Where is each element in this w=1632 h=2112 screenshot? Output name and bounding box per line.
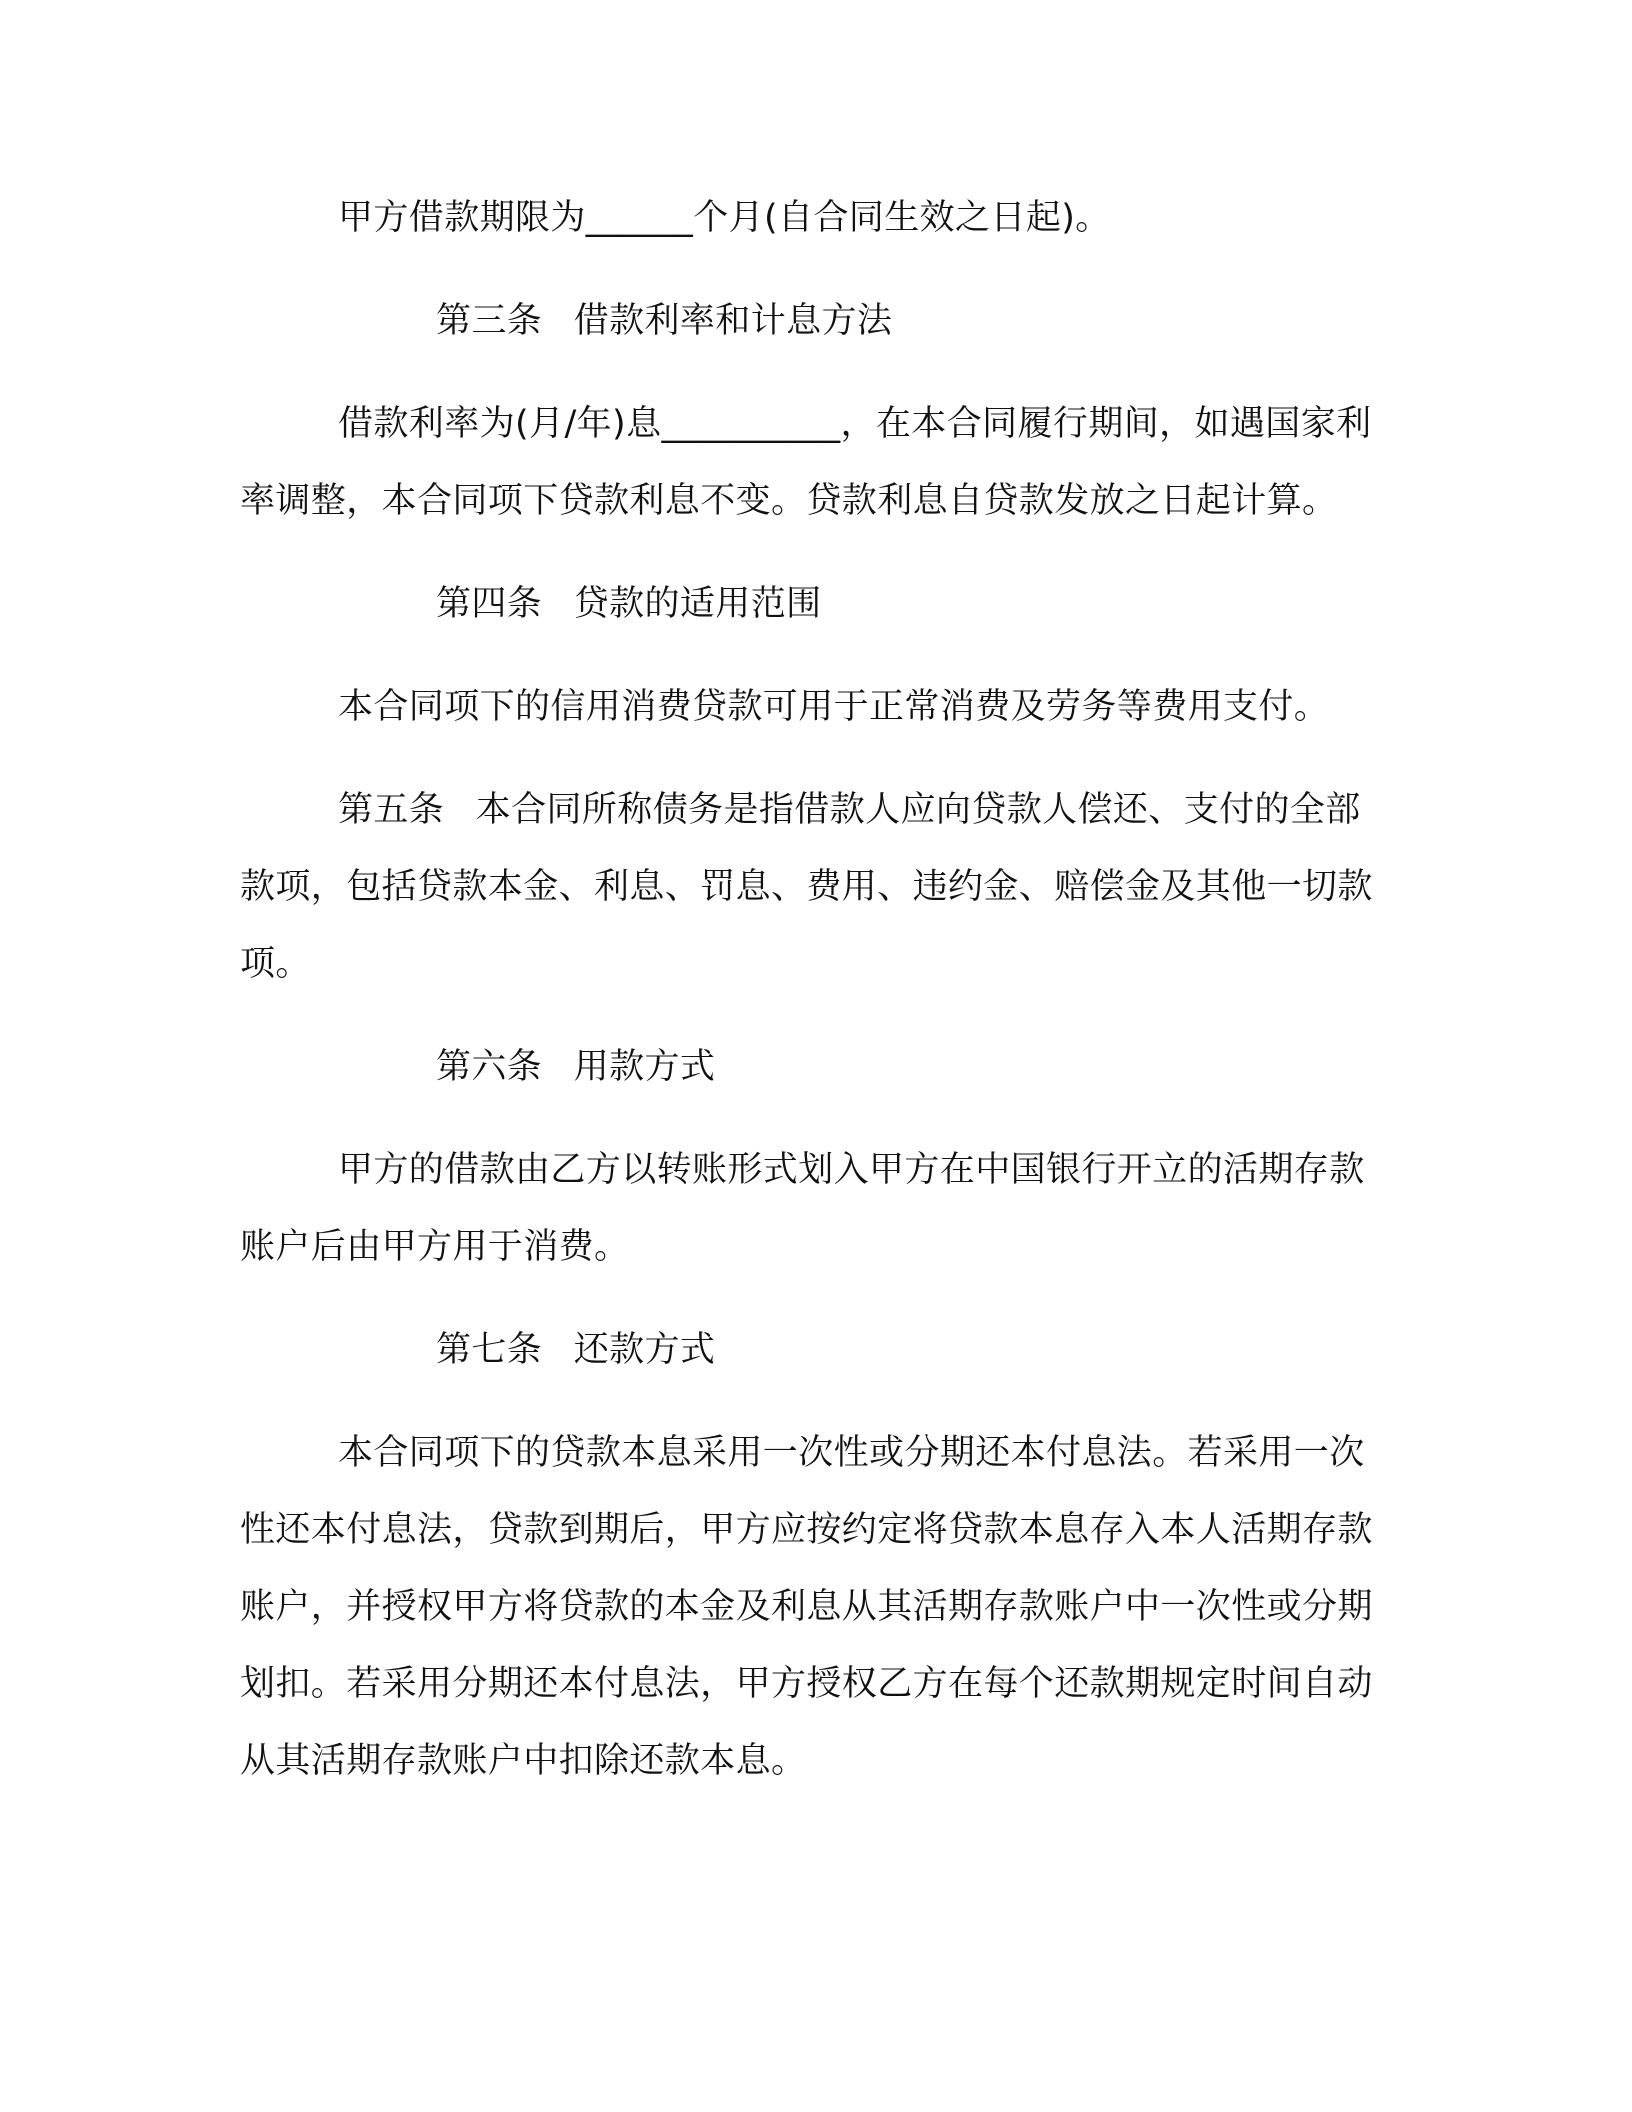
repayment-paragraph: 本合同项下的贷款本息采用一次性或分期还本付息法。若采用一次性还本付息法，贷款到期后，甲方应按约定将贷款本息存入本人活期存款账户，并授权甲方将贷款的本金及利息从其活期存款账户中一次性或分期划扣。若采用分期还本付息法，甲方授权乙方在每个还款期规定时间自动从其活期存款账户中扣除还款本息。 (240, 1433, 1373, 1781)
article-6-title: 用款方式 (573, 1047, 716, 1087)
article-5-text: 本合同所称债务是指借款人应向贷款人偿还、支付的全部款项，包括贷款本金、利息、罚息、费用、违约金、赔偿金及其他一切款项。 (240, 790, 1373, 984)
article-7-heading (240, 1312, 1390, 1389)
article-7-number: 第七条 (436, 1330, 543, 1370)
article-3-number: 第三条 (436, 301, 543, 341)
loan-usage-paragraph: 本合同项下的信用消费贷款可用于正常消费及劳务等费用支付。 (338, 687, 1330, 727)
article-3-title: 借款利率和计息方法 (573, 301, 893, 341)
article-7-title: 还款方式 (573, 1330, 716, 1370)
interest-rate-paragraph: 借款利率为(月/年)息__________，在本合同履行期间，如遇国家利率调整，本合同项下贷款利息不变。贷款利息自贷款发放之日起计算。 (240, 404, 1372, 521)
disbursement-paragraph: 甲方的借款由乙方以转账形式划入甲方在中国银行开立的活期存款账户后由甲方用于消费。 (240, 1150, 1365, 1267)
loan-term-paragraph: 甲方借款期限为______个月(自合同生效之日起)。 (338, 198, 1111, 238)
article-6-heading (240, 1029, 1390, 1106)
article-4-number: 第四条 (436, 584, 543, 624)
article-4-heading (240, 566, 1390, 643)
document-page (240, 0, 1390, 2112)
article-4-title: 贷款的适用范围 (573, 584, 822, 624)
article-6-number: 第六条 (436, 1047, 543, 1087)
article-5-number: 第五条 (338, 790, 445, 830)
article-3-heading (240, 283, 1390, 360)
article-5-paragraph (240, 772, 1390, 1003)
